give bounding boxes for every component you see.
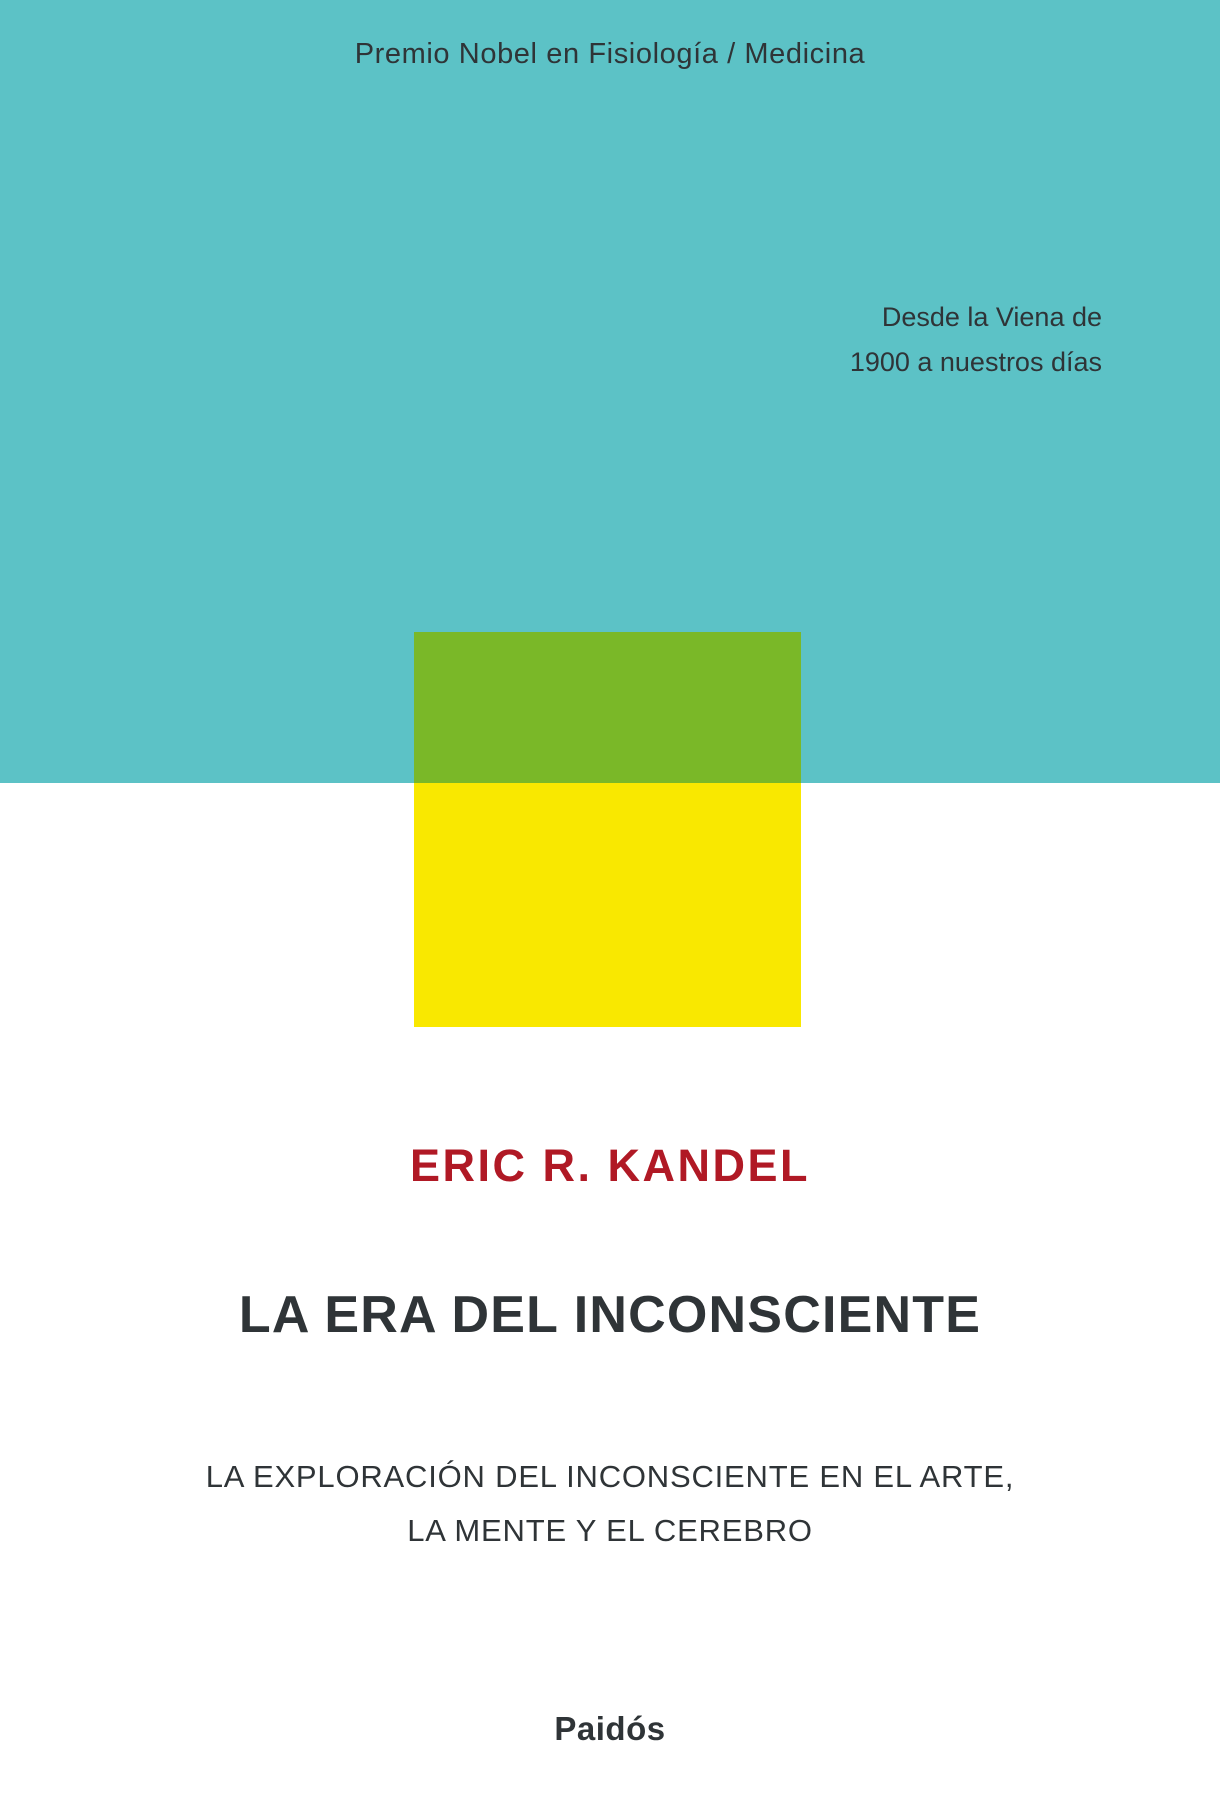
cover-subtitle-line-1: Desde la Viena de bbox=[881, 302, 1102, 332]
cover-subtitle-line-2: 1900 a nuestros días bbox=[849, 346, 1102, 377]
green-square-graphic bbox=[414, 632, 801, 783]
cover-subtitle bbox=[582, 295, 1102, 384]
publisher-logo: Paidós bbox=[554, 1710, 666, 1747]
book-strapline bbox=[0, 1450, 1220, 1559]
author-name: ERIC R. KANDEL bbox=[409, 1140, 810, 1191]
award-line: Premio Nobel en Fisiología / Medicina bbox=[354, 38, 866, 70]
strapline-line-1: LA EXPLORACIÓN DEL INCONSCIENTE EN EL ARTE, bbox=[205, 1459, 1015, 1494]
strapline-line-2: LA MENTE Y EL CEREBRO bbox=[407, 1513, 813, 1549]
yellow-square-graphic bbox=[414, 783, 801, 1027]
book-title: LA ERA DEL INCONSCIENTE bbox=[238, 1286, 982, 1344]
